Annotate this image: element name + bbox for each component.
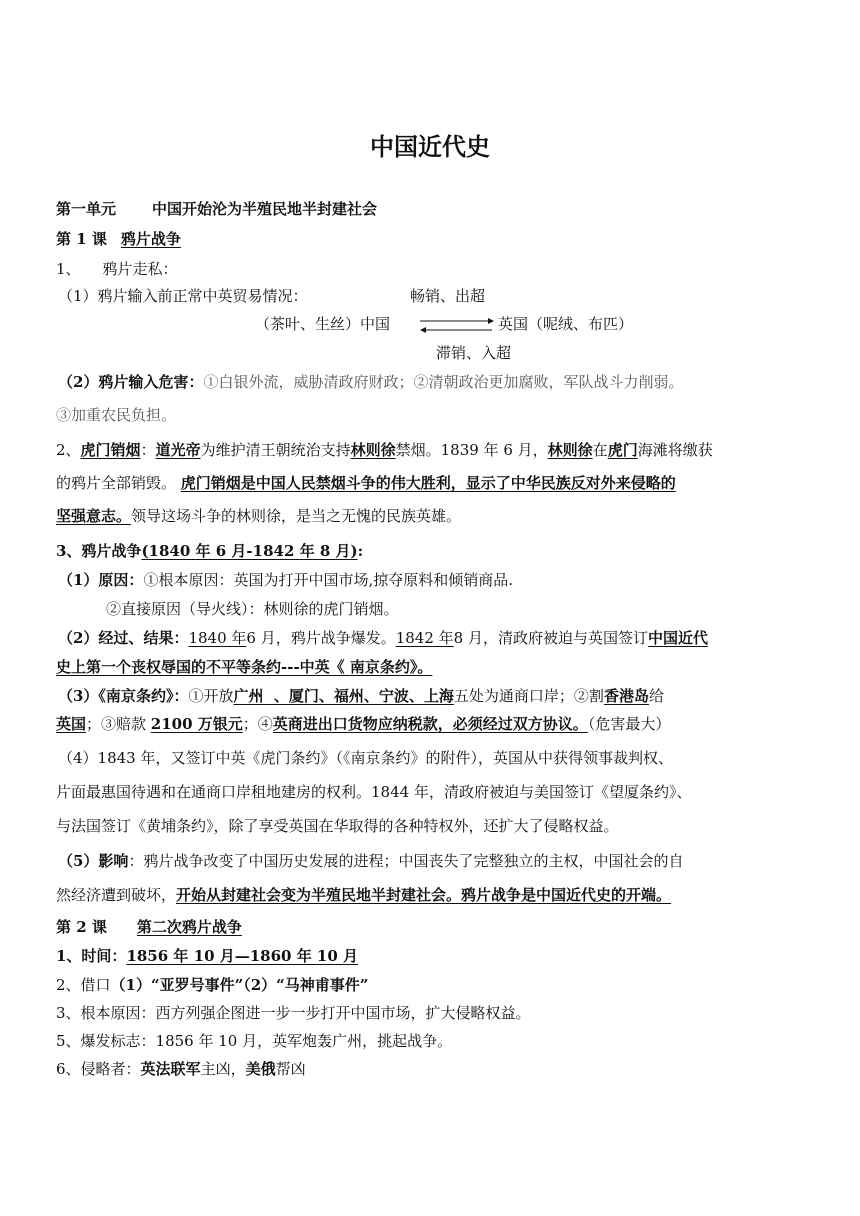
war-impact-line-2: 然经济遭到破坏，开始从封建社会变为半殖民地半封建社会。鸦片战争是中国近代史的开端。: [56, 886, 672, 904]
humen-treaty-line-2: 片面最惠国待遇和在通商口岸租地建房的权利。1844 年，清政府被迫与美国签订《望厦条约》、: [56, 783, 692, 801]
humen-treaty-line-3: 与法国签订《黄埔条约》，除了享受英国在华取得的各种特权外，还扩大了侵略权益。: [56, 817, 619, 835]
lesson-2-heading: 第 2 课 第二次鸦片战争: [56, 918, 242, 936]
page-title: 中国近代史: [370, 132, 490, 161]
nanjing-treaty-line-1: （3）《南京条约》：①开放广州 、厦门、福州、宁波、上海五处为通商口岸；②割香港岛给: [58, 687, 664, 705]
lesson-2-pretext: 2、借口（1）“亚罗号事件”（2）“马神甫事件”: [56, 976, 369, 994]
war-impact-line-1: （5）影响：鸦片战争改变了中国历史发展的进程；中国丧失了完整独立的主权，中国社会的自: [58, 852, 684, 870]
humen-line-3: 坚强意志。领导这场斗争的林则徐，是当之无愧的民族英雄。: [56, 507, 462, 525]
humen-line-2: 的鸦片全部销毁。 虎门销烟是中国人民禁烟斗争的伟大胜利，显示了中华民族反对外来侵略的: [56, 474, 676, 492]
opium-harm: （2）鸦片输入危害：①白银外流，威胁清政府财政；②清朝政治更加腐败，军队战斗力削弱。: [58, 373, 684, 391]
war-cause-cont: ②直接原因（导火线）：林则徐的虎门销烟。: [106, 600, 399, 618]
lesson-name: 鸦片战争: [120, 230, 181, 248]
trade-top-label: 畅销、出超: [410, 287, 486, 305]
humen-line-1: 2、虎门销烟：道光帝为维护清王朝统治支持林则徐禁烟。1839 年 6 月，林则徐在虎门海滩将缴获: [56, 441, 713, 459]
lesson-2-aggressors: 6、侵略者：英法联军主凶，美俄帮凶: [56, 1060, 306, 1078]
trade-bottom-label: 滞销、入超: [436, 344, 512, 362]
unit-name: 中国开始沦为半殖民地半封建社会: [152, 200, 378, 218]
war-process-line-2: 史上第一个丧权辱国的不平等条约---中英《 南京条约》。: [56, 658, 433, 676]
lesson-heading: [56, 229, 181, 249]
war-process-line-1: （2）经过、结果：1840 年6 月，鸦片战争爆发。1842 年8 月，清政府被迫与英国签订中国近代: [58, 629, 709, 647]
trade-right-label: 英国（呢绒、布匹）: [498, 315, 634, 333]
lesson-2-outbreak: 5、爆发标志：1856 年 10 月，英军炮轰广州，挑起战争。: [56, 1032, 453, 1050]
lesson-2-time: 1、时间：1856 年 10 月—1860 年 10 月: [56, 947, 359, 965]
trade-arrows: [416, 314, 496, 336]
trade-left-label: （茶叶、生丝）中国: [255, 315, 391, 333]
lesson-label: 第 1 课: [56, 230, 107, 248]
lesson-2-root-cause: 3、根本原因：西方列强企图进一步一步打开中国市场，扩大侵略权益。: [56, 1004, 531, 1022]
opium-war-heading: 3、鸦片战争(1840 年 6 月-1842 年 8 月):: [56, 542, 364, 560]
war-cause: （1）原因：①根本原因：英国为打开中国市场,掠夺原料和倾销商品.: [58, 571, 513, 589]
nanjing-treaty-line-2: 英国；③赔款 2100 万银元；④英商进出口货物应纳税款，必须经过双方协议。（危害最大）: [56, 715, 671, 733]
trade-intro: （1）鸦片输入前正常中英贸易情况：: [58, 287, 308, 305]
humen-treaty-line-1: （4）1843 年，又签订中英《虎门条约》（《南京条约》的附件），英国从中获得领事裁判权、: [58, 749, 673, 767]
unit-heading: [56, 199, 377, 219]
opium-harm-cont: ③加重农民负担。: [56, 406, 177, 424]
unit-label: 第一单元: [56, 200, 117, 218]
section-opium-smuggling: 1、 鸦片走私：: [56, 260, 178, 278]
